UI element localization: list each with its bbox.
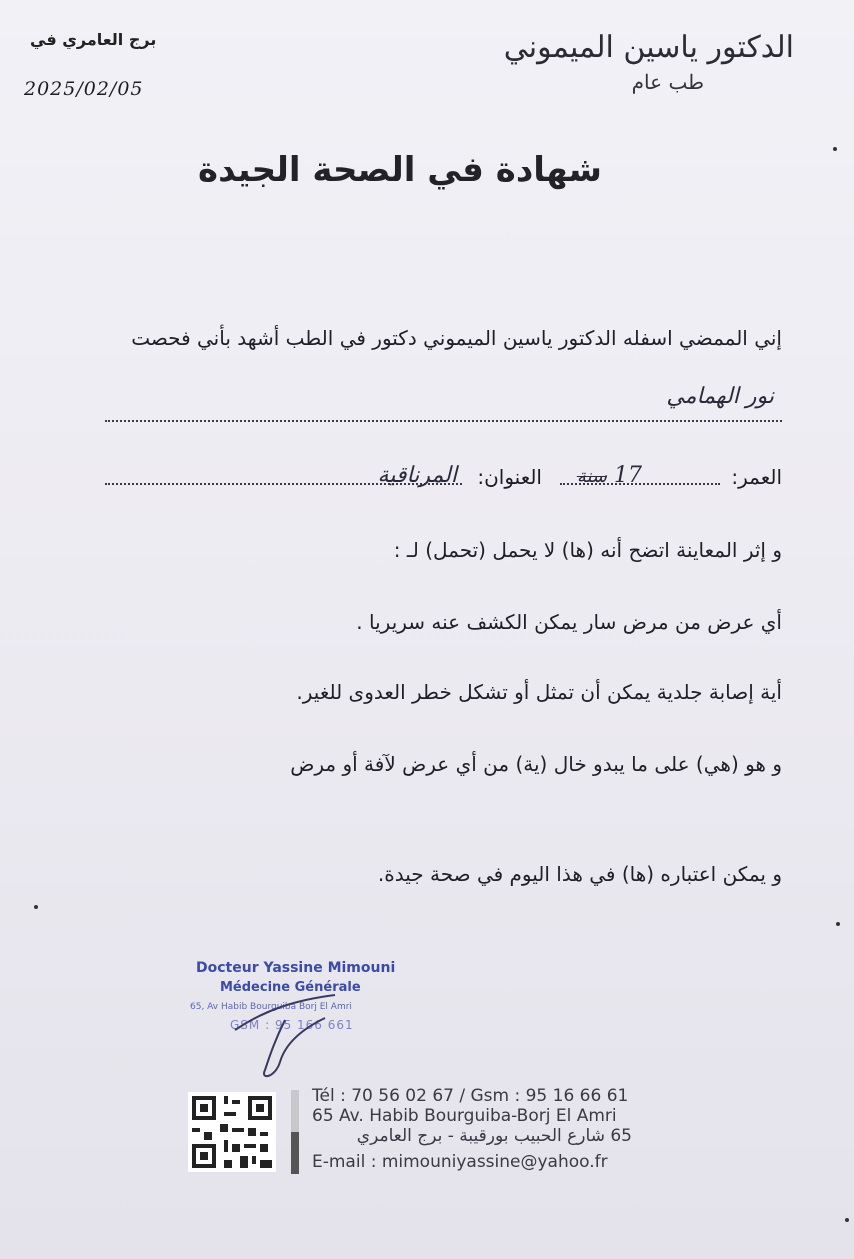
scan-speck	[34, 905, 38, 909]
patient-name: نور الهمامي	[666, 384, 774, 409]
stamp-line-3: 65, Av Habib Bourguiba Borj El Amri	[190, 1002, 352, 1012]
stamp-line-4: GSM : 95 166 661	[230, 1018, 354, 1032]
certificate-title: شهادة في الصحة الجيدة	[198, 150, 602, 190]
condition-line-1: أي عرض من مرض سار يمكن الكشف عنه سريريا .	[356, 610, 782, 634]
signature	[225, 990, 365, 1080]
issue-place: برج العامري في	[30, 30, 157, 49]
age-number: 17	[614, 463, 642, 488]
stamp-line-2: Médecine Générale	[220, 980, 361, 995]
scan-speck	[833, 147, 837, 151]
footer-address-ar: 65 شارع الحبيب بورقيبة - برج العامري	[356, 1126, 632, 1146]
qr-code-icon	[188, 1092, 276, 1172]
examination-line: و إثر المعاينة اتضح أنه (ها) لا يحمل (تحمل) لـ :	[393, 538, 782, 562]
address-value: المرناقية	[377, 463, 457, 488]
footer-email: E-mail : mimouniyassine@yahoo.fr	[312, 1152, 608, 1172]
footer-address-fr: 65 Av. Habib Bourguiba-Borj El Amri	[312, 1106, 617, 1126]
age-value	[577, 463, 642, 488]
age-label: العمر:	[731, 465, 782, 489]
footer-divider	[291, 1090, 299, 1174]
condition-line-2: أية إصابة جلدية يمكن أن تمثل أو تشكل خطر العدوى للغير.	[296, 680, 782, 704]
stamp-line-1: Docteur Yassine Mimouni	[196, 960, 396, 976]
issue-date: 2025/02/05	[24, 78, 144, 100]
declaration-line: إني الممضي اسفله الدكتور ياسين الميموني دكتور في الطب أشهد بأني فحصت	[131, 326, 782, 350]
age-unit: سنة	[576, 466, 607, 487]
age-address-row	[105, 465, 782, 499]
scan-speck	[836, 922, 840, 926]
doctor-name: الدكتور ياسين الميموني	[503, 30, 794, 65]
address-label: العنوان:	[477, 465, 542, 489]
conclusion-line: و يمكن اعتباره (ها) في هذا اليوم في صحة جيدة.	[377, 862, 782, 886]
scan-speck	[845, 1218, 849, 1222]
condition-line-3: و هو (هي) على ما يبدو خال (ية) من أي عرض لآفة أو مرض	[290, 752, 782, 776]
doctor-specialty: طب عام	[631, 70, 704, 94]
patient-name-row	[105, 384, 782, 422]
footer-phones: Tél : 70 56 02 67 / Gsm : 95 16 66 61	[312, 1086, 629, 1106]
